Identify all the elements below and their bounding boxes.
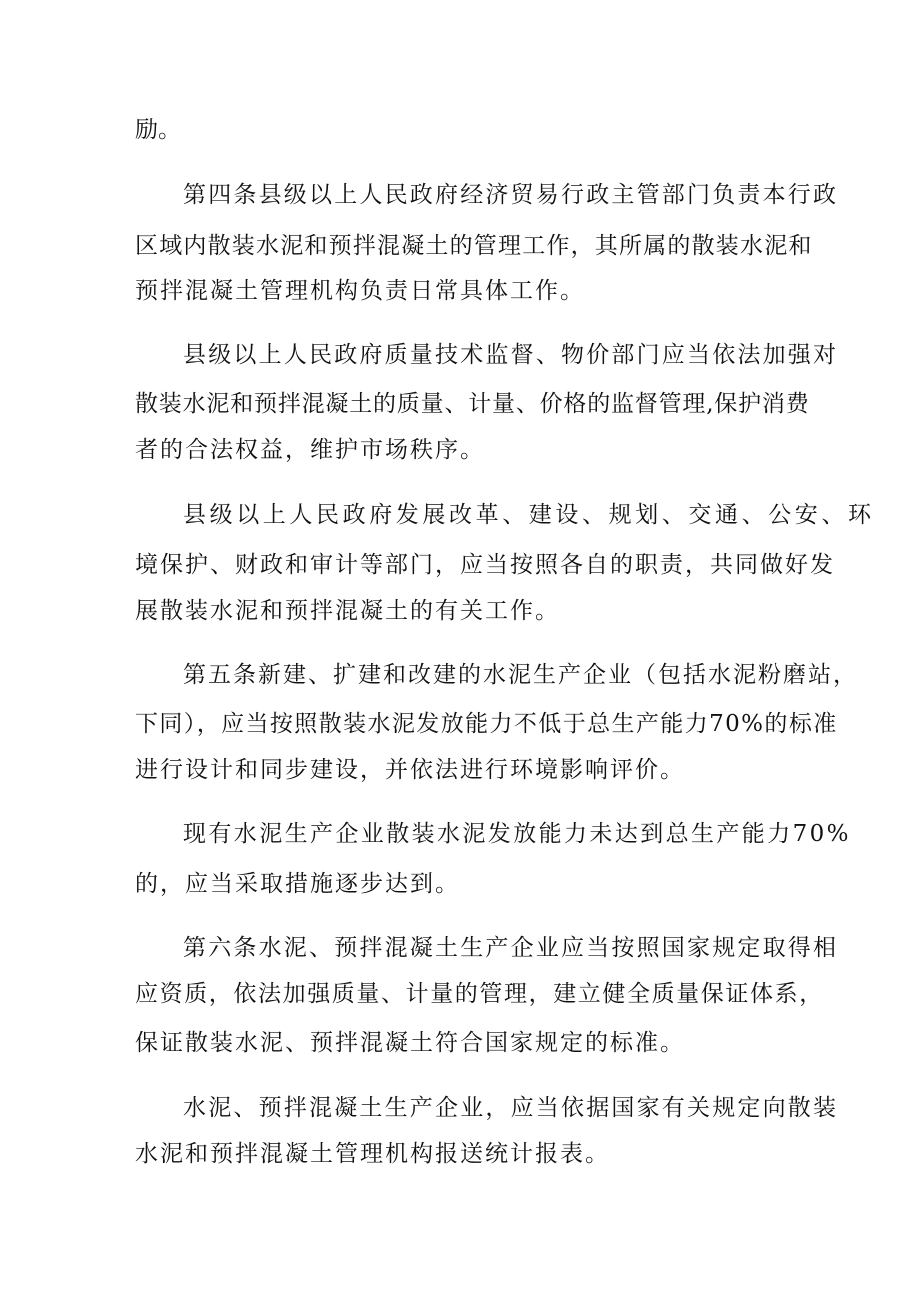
article-4-para-3-line-3: 展散装水泥和预拌混凝土的有关工作。: [135, 598, 560, 624]
article-5-para-2-line-2: 的，应当采取措施逐步达到。: [135, 871, 460, 897]
article-6-line-2: 应资质，依法加强质量、计量的管理，建立健全质量保证体系，: [135, 981, 824, 1007]
article-4-para-2-line-3: 者的合法权益，维护市场秩序。: [135, 437, 485, 463]
article-4-para-2-line-1: 县级以上人民政府质量技术监督、物价部门应当依法加强对: [183, 342, 839, 368]
article-6-line-1: 第六条水泥、预拌混凝土生产企业应当按照国家规定取得相: [183, 935, 839, 961]
paragraph-continuation-line: 励。: [135, 117, 181, 143]
article-6-line-3: 保证散装水泥、预拌混凝土符合国家规定的标准。: [135, 1030, 685, 1056]
article-4-line-3: 预拌混凝土管理机构负责日常具体工作。: [135, 278, 585, 304]
article-5-line-3: 进行设计和同步建设，并依法进行环境影响评价。: [135, 757, 685, 783]
article-4-para-3-line-2: 境保护、财政和审计等部门，应当按照各自的职责，共同做好发: [135, 552, 835, 578]
article-5-line-1: 第五条新建、扩建和改建的水泥生产企业（包括水泥粉磨站，: [183, 662, 858, 688]
article-4-para-3-line-1: 县级以上人民政府发展改革、建设、规划、交通、公安、环: [183, 502, 875, 528]
article-5-line-2: 下同），应当按照散装水泥发放能力不低于总生产能力70%的标准: [135, 711, 838, 737]
article-4-line-2: 区域内散装水泥和预拌混凝土的管理工作，其所属的散装水泥和: [135, 233, 813, 259]
article-4-line-1: 第四条县级以上人民政府经济贸易行政主管部门负责本行政: [183, 182, 839, 208]
article-5-para-2-line-1: 现有水泥生产企业散装水泥发放能力未达到总生产能力70%: [183, 821, 851, 847]
article-4-para-2-line-2: 散装水泥和预拌混凝土的质量、计量、价格的监督管理,保护消费: [135, 391, 810, 417]
article-6-para-2-line-1: 水泥、预拌混凝土生产企业，应当依据国家有关规定向散装: [183, 1095, 839, 1121]
article-6-para-2-line-2: 水泥和预拌混凝土管理机构报送统计报表。: [135, 1141, 610, 1167]
